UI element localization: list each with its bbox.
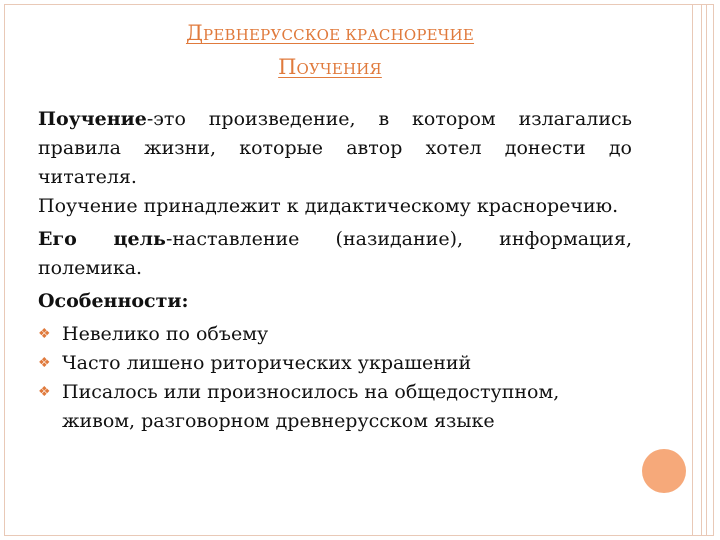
slide-title	[0, 21, 660, 45]
goal-paragraph	[38, 225, 632, 283]
list-item	[38, 378, 632, 436]
title-rest: РЕВНЕРУССКОЕ КРАСНОРЕЧИЕ	[203, 26, 475, 44]
slide-subtitle	[0, 55, 660, 79]
title-initial: Д	[185, 21, 204, 45]
features-heading: Особенности:	[38, 290, 189, 312]
slide-body	[38, 105, 632, 436]
definition-paragraph	[38, 105, 632, 221]
frame-line-1	[692, 4, 693, 536]
list-item	[38, 320, 632, 349]
goal-text: -наставление (назидание), информация, полемика.	[38, 228, 632, 279]
definition-term: Поучение	[38, 108, 147, 130]
definition-text: -это произведение, в котором излагались правила жизни, которые автор хотел донести до читателя.	[38, 108, 632, 188]
list-item	[38, 349, 632, 378]
diamond-bullet-icon: ❖	[38, 355, 51, 371]
feature-text: Часто лишено риторических украшений	[62, 352, 472, 374]
decorative-circle	[642, 449, 686, 493]
feature-text: Невелико по объему	[62, 323, 269, 345]
frame-line-2	[701, 4, 702, 536]
goal-term: Его цель	[38, 228, 166, 250]
genre-text: Поучение принадлежит к дидактическому красноречию.	[38, 195, 619, 217]
subtitle-rest: ОУЧЕНИЯ	[296, 60, 382, 78]
features-list	[38, 320, 632, 436]
frame-line-3	[706, 4, 707, 536]
feature-text: Писалось или произносилось на общедоступном, живом, разговорном древнерусском языке	[62, 381, 560, 432]
diamond-bullet-icon: ❖	[38, 384, 51, 400]
subtitle-initial: П	[278, 55, 297, 79]
diamond-bullet-icon: ❖	[38, 326, 51, 342]
